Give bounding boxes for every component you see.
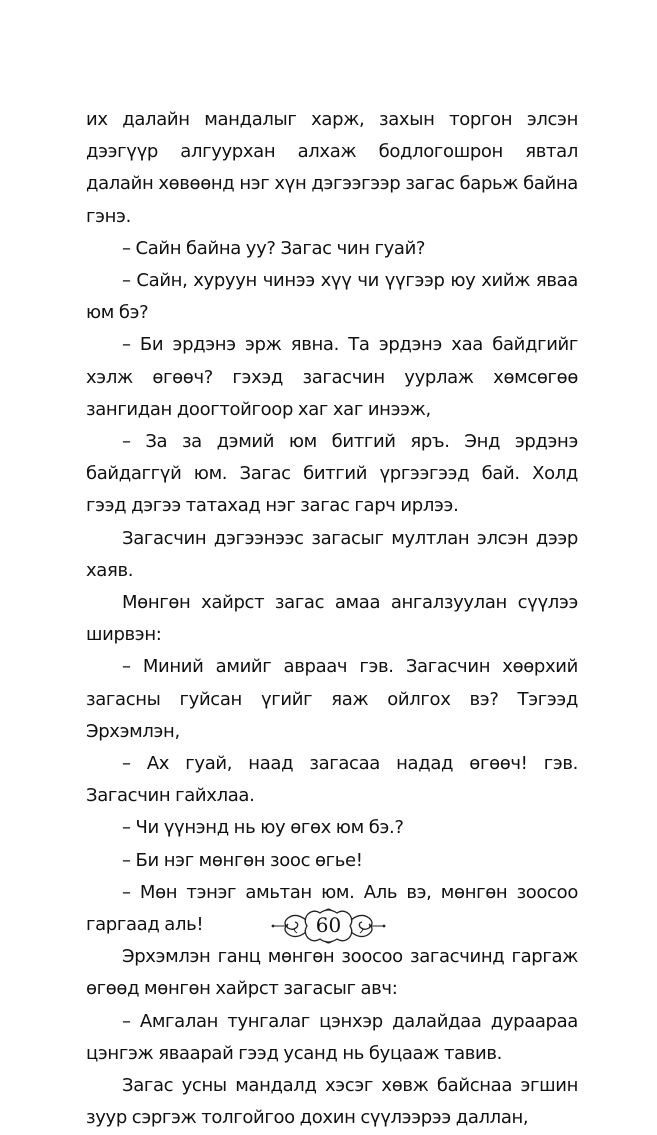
paragraph-11: – Би нэг мөнгөн зоос өгье! [122,849,363,871]
paragraph-12: – Мөн тэнэг амьтан юм. Аль вэ, мөнгөн зоосоо гаргаад аль! [86,881,578,936]
paragraph-4: – Би эрдэнэ эрж явна. Та эрдэнэ хаа байдгийг хэлж өгөөч? гэхэд загасчин уурлаж хөмсөгөө зангидан доогтойгоор хаг хаг инээж, [86,334,578,420]
page-body [86,104,578,1135]
paragraph-2: – Сайн байна уу? Загас чин гуай? [122,237,426,259]
page-number: 60 [315,913,342,937]
paragraph-8: – Миний амийг авраач гэв. Загасчин хөөрхий загасны гуйсан үгийг яаж ойлгох вэ? Тэгээд Эрхэмлэн, [86,656,578,742]
paragraph-3: – Сайн, хуруун чинээ хүү чи үүгээр юу хийж яваа юм бэ? [86,270,578,324]
paragraph-5: – За за дэмий юм битгий яръ. Энд эрдэнэ байдаггүй юм. Загас битгий үргээгээд бай. Холд гээд дэгээ татахад нэг загас гарч ирлээ. [86,431,578,517]
page-footer [0,906,657,946]
paragraph-15: Загас усны мандалд хэсэг хөвж байснаа эгшин зуур сэргэж толгойгоо дохин сүүлээрээ даллан, [86,1075,578,1129]
paragraph-6: Загасчин дэгээнээс загасыг мултлан элсэн дээр хаяв. [86,527,578,581]
paragraph-7: Мөнгөн хайрст загас амаа ангалзуулан сүүлээ ширвэн: [86,592,578,646]
paragraph-1: их далайн мандалыг харж, захын торгон элсэн дээгүүр алгуурхан алхаж бодлогошрон явтал далайн хөвөөнд нэг хүн дэгээгээр загас барьж байна гэнэ. [86,109,578,227]
paragraph-9: – Ах гуай, наад загасаа надад өгөөч! гэв. Загасчин гайхлаа. [86,753,578,807]
paragraph-10: – Чи үүнэнд нь юу өгөх юм бэ.? [122,817,404,839]
paragraph-14: – Амгалан тунгалаг цэнхэр далайдаа дураараа цэнгэж яваарай гээд усанд нь буцааж тавив. [86,1010,578,1064]
paragraph-13: Эрхэмлэн ганц мөнгөн зоосоо загасчинд гаргаж өгөөд мөнгөн хайрст загасыг авч: [86,946,578,1000]
